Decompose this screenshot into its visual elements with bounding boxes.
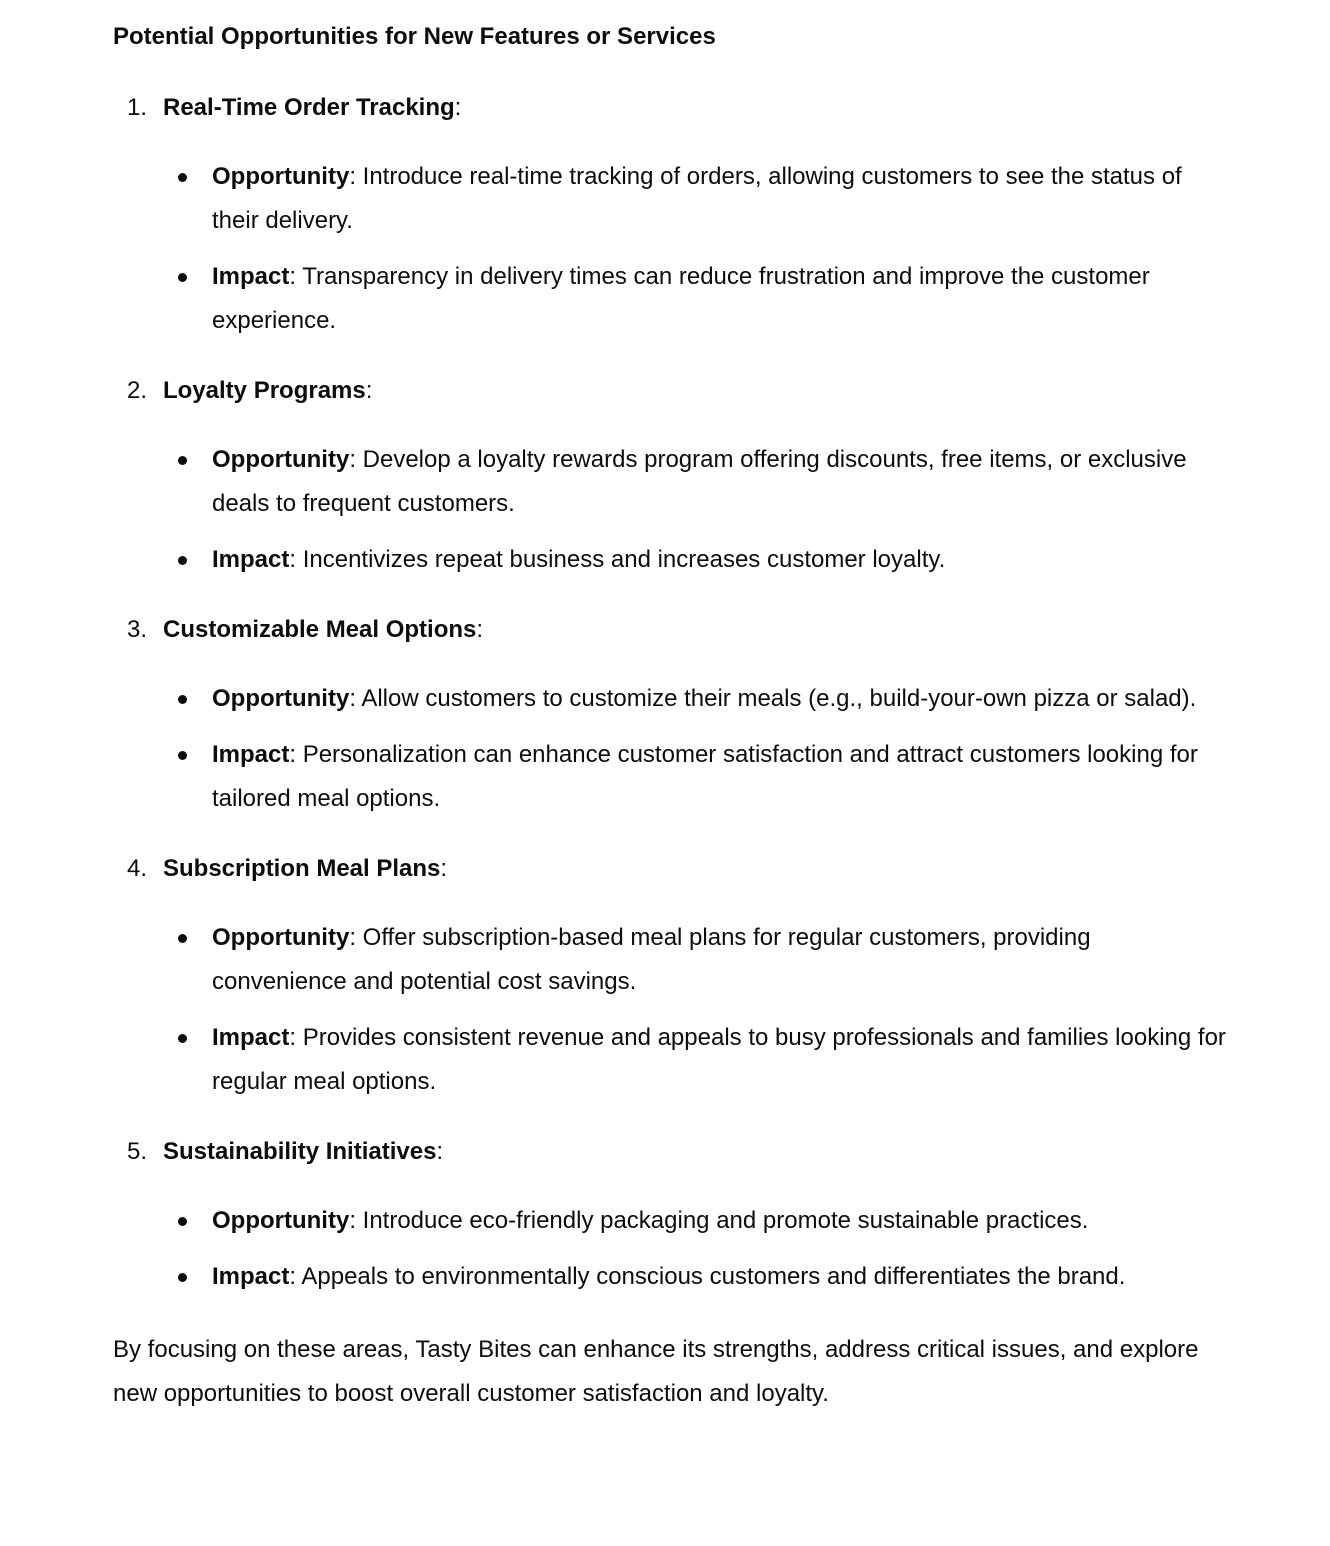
point-text: Transparency in delivery times can reduce frustration and improve the customer experience. — [212, 263, 1150, 334]
opportunity-item — [113, 372, 1226, 582]
point-label: Opportunity — [212, 1207, 350, 1234]
point-opportunity: Opportunity: Introduce eco-friendly packaging and promote sustainable practices. — [113, 1199, 1226, 1243]
point-text: Provides consistent revenue and appeals to busy professionals and families looking for regular meal options. — [212, 1024, 1226, 1095]
point-text: Offer subscription-based meal plans for regular customers, providing convenience and potential cost savings. — [212, 924, 1091, 995]
opportunity-title: Customizable Meal Options — [163, 616, 477, 643]
point-label: Opportunity — [212, 163, 350, 190]
point-opportunity: Opportunity: Introduce real-time tracking of orders, allowing customers to see the status of their delivery. — [113, 155, 1226, 243]
point-list — [113, 677, 1226, 821]
opportunity-title: Loyalty Programs — [163, 377, 366, 404]
point-impact: Impact: Incentivizes repeat business and increases customer loyalty. — [113, 538, 1226, 582]
closing-paragraph: By focusing on these areas, Tasty Bites can enhance its strengths, address critical issues, and explore new opportunities to boost overall customer satisfaction and loyalty. — [113, 1336, 1199, 1407]
point-text: Introduce eco-friendly packaging and promote sustainable practices. — [362, 1207, 1089, 1234]
point-label: Impact — [212, 1024, 290, 1051]
bullet-icon — [178, 1273, 187, 1282]
point-impact: Impact: Provides consistent revenue and appeals to busy professionals and families looking for regular meal options. — [113, 1016, 1226, 1104]
point-impact: Impact: Appeals to environmentally conscious customers and differentiates the brand. — [113, 1255, 1226, 1299]
point-impact: Impact: Personalization can enhance customer satisfaction and attract customers looking for tailored meal options. — [113, 733, 1226, 821]
point-opportunity: Opportunity: Develop a loyalty rewards program offering discounts, free items, or exclusive deals to frequent customers. — [113, 438, 1226, 526]
bullet-icon — [178, 751, 187, 760]
point-label: Impact — [212, 263, 290, 290]
point-opportunity: Opportunity: Allow customers to customize their meals (e.g., build-your-own pizza or salad). — [113, 677, 1226, 721]
opportunity-title: Real-Time Order Tracking — [163, 94, 455, 121]
list-number: 3. — [127, 616, 148, 643]
point-list — [113, 155, 1226, 343]
opportunity-header: 3. Customizable Meal Options: — [113, 611, 1226, 649]
opportunity-item — [113, 611, 1226, 821]
point-label: Opportunity — [212, 685, 350, 712]
bullet-icon — [178, 1034, 187, 1043]
opportunity-item — [113, 850, 1226, 1104]
bullet-icon — [178, 1217, 187, 1226]
opportunity-header: 1. Real-Time Order Tracking: — [113, 89, 1226, 127]
point-list — [113, 916, 1226, 1104]
list-number: 2. — [127, 377, 148, 404]
opportunity-title: Sustainability Initiatives — [163, 1138, 437, 1165]
point-text: Personalization can enhance customer satisfaction and attract customers looking for tailored meal options. — [212, 741, 1198, 812]
bullet-icon — [178, 173, 187, 182]
point-label: Opportunity — [212, 446, 350, 473]
point-text: Allow customers to customize their meals (e.g., build-your-own pizza or salad). — [361, 685, 1197, 712]
list-number: 5. — [127, 1138, 148, 1165]
opportunity-header: 2. Loyalty Programs: — [113, 372, 1226, 410]
section-heading: Potential Opportunities for New Features or Services — [113, 23, 716, 50]
point-label: Impact — [212, 546, 290, 573]
point-label: Impact — [212, 741, 290, 768]
bullet-icon — [178, 556, 187, 565]
opportunity-header: 5. Sustainability Initiatives: — [113, 1133, 1226, 1171]
point-list — [113, 438, 1226, 582]
opportunity-title: Subscription Meal Plans — [163, 855, 441, 882]
bullet-icon — [178, 934, 187, 943]
list-number: 4. — [127, 855, 148, 882]
point-label: Impact — [212, 1263, 290, 1290]
bullet-icon — [178, 695, 187, 704]
point-label: Opportunity — [212, 924, 350, 951]
opportunity-list — [113, 89, 1226, 1299]
point-text: Incentivizes repeat business and increases customer loyalty. — [302, 546, 946, 573]
point-text: Introduce real-time tracking of orders, allowing customers to see the status of their delivery. — [212, 163, 1182, 234]
point-text: Appeals to environmentally conscious customers and differentiates the brand. — [301, 1263, 1126, 1290]
opportunity-item — [113, 89, 1226, 343]
opportunity-header: 4. Subscription Meal Plans: — [113, 850, 1226, 888]
opportunity-item — [113, 1133, 1226, 1299]
point-list — [113, 1199, 1226, 1299]
point-text: Develop a loyalty rewards program offering discounts, free items, or exclusive deals to frequent customers. — [212, 446, 1187, 517]
list-number: 1. — [127, 94, 148, 121]
bullet-icon — [178, 456, 187, 465]
bullet-icon — [178, 273, 187, 282]
point-opportunity: Opportunity: Offer subscription-based meal plans for regular customers, providing convenience and potential cost savings. — [113, 916, 1226, 1004]
point-impact: Impact: Transparency in delivery times can reduce frustration and improve the customer experience. — [113, 255, 1226, 343]
